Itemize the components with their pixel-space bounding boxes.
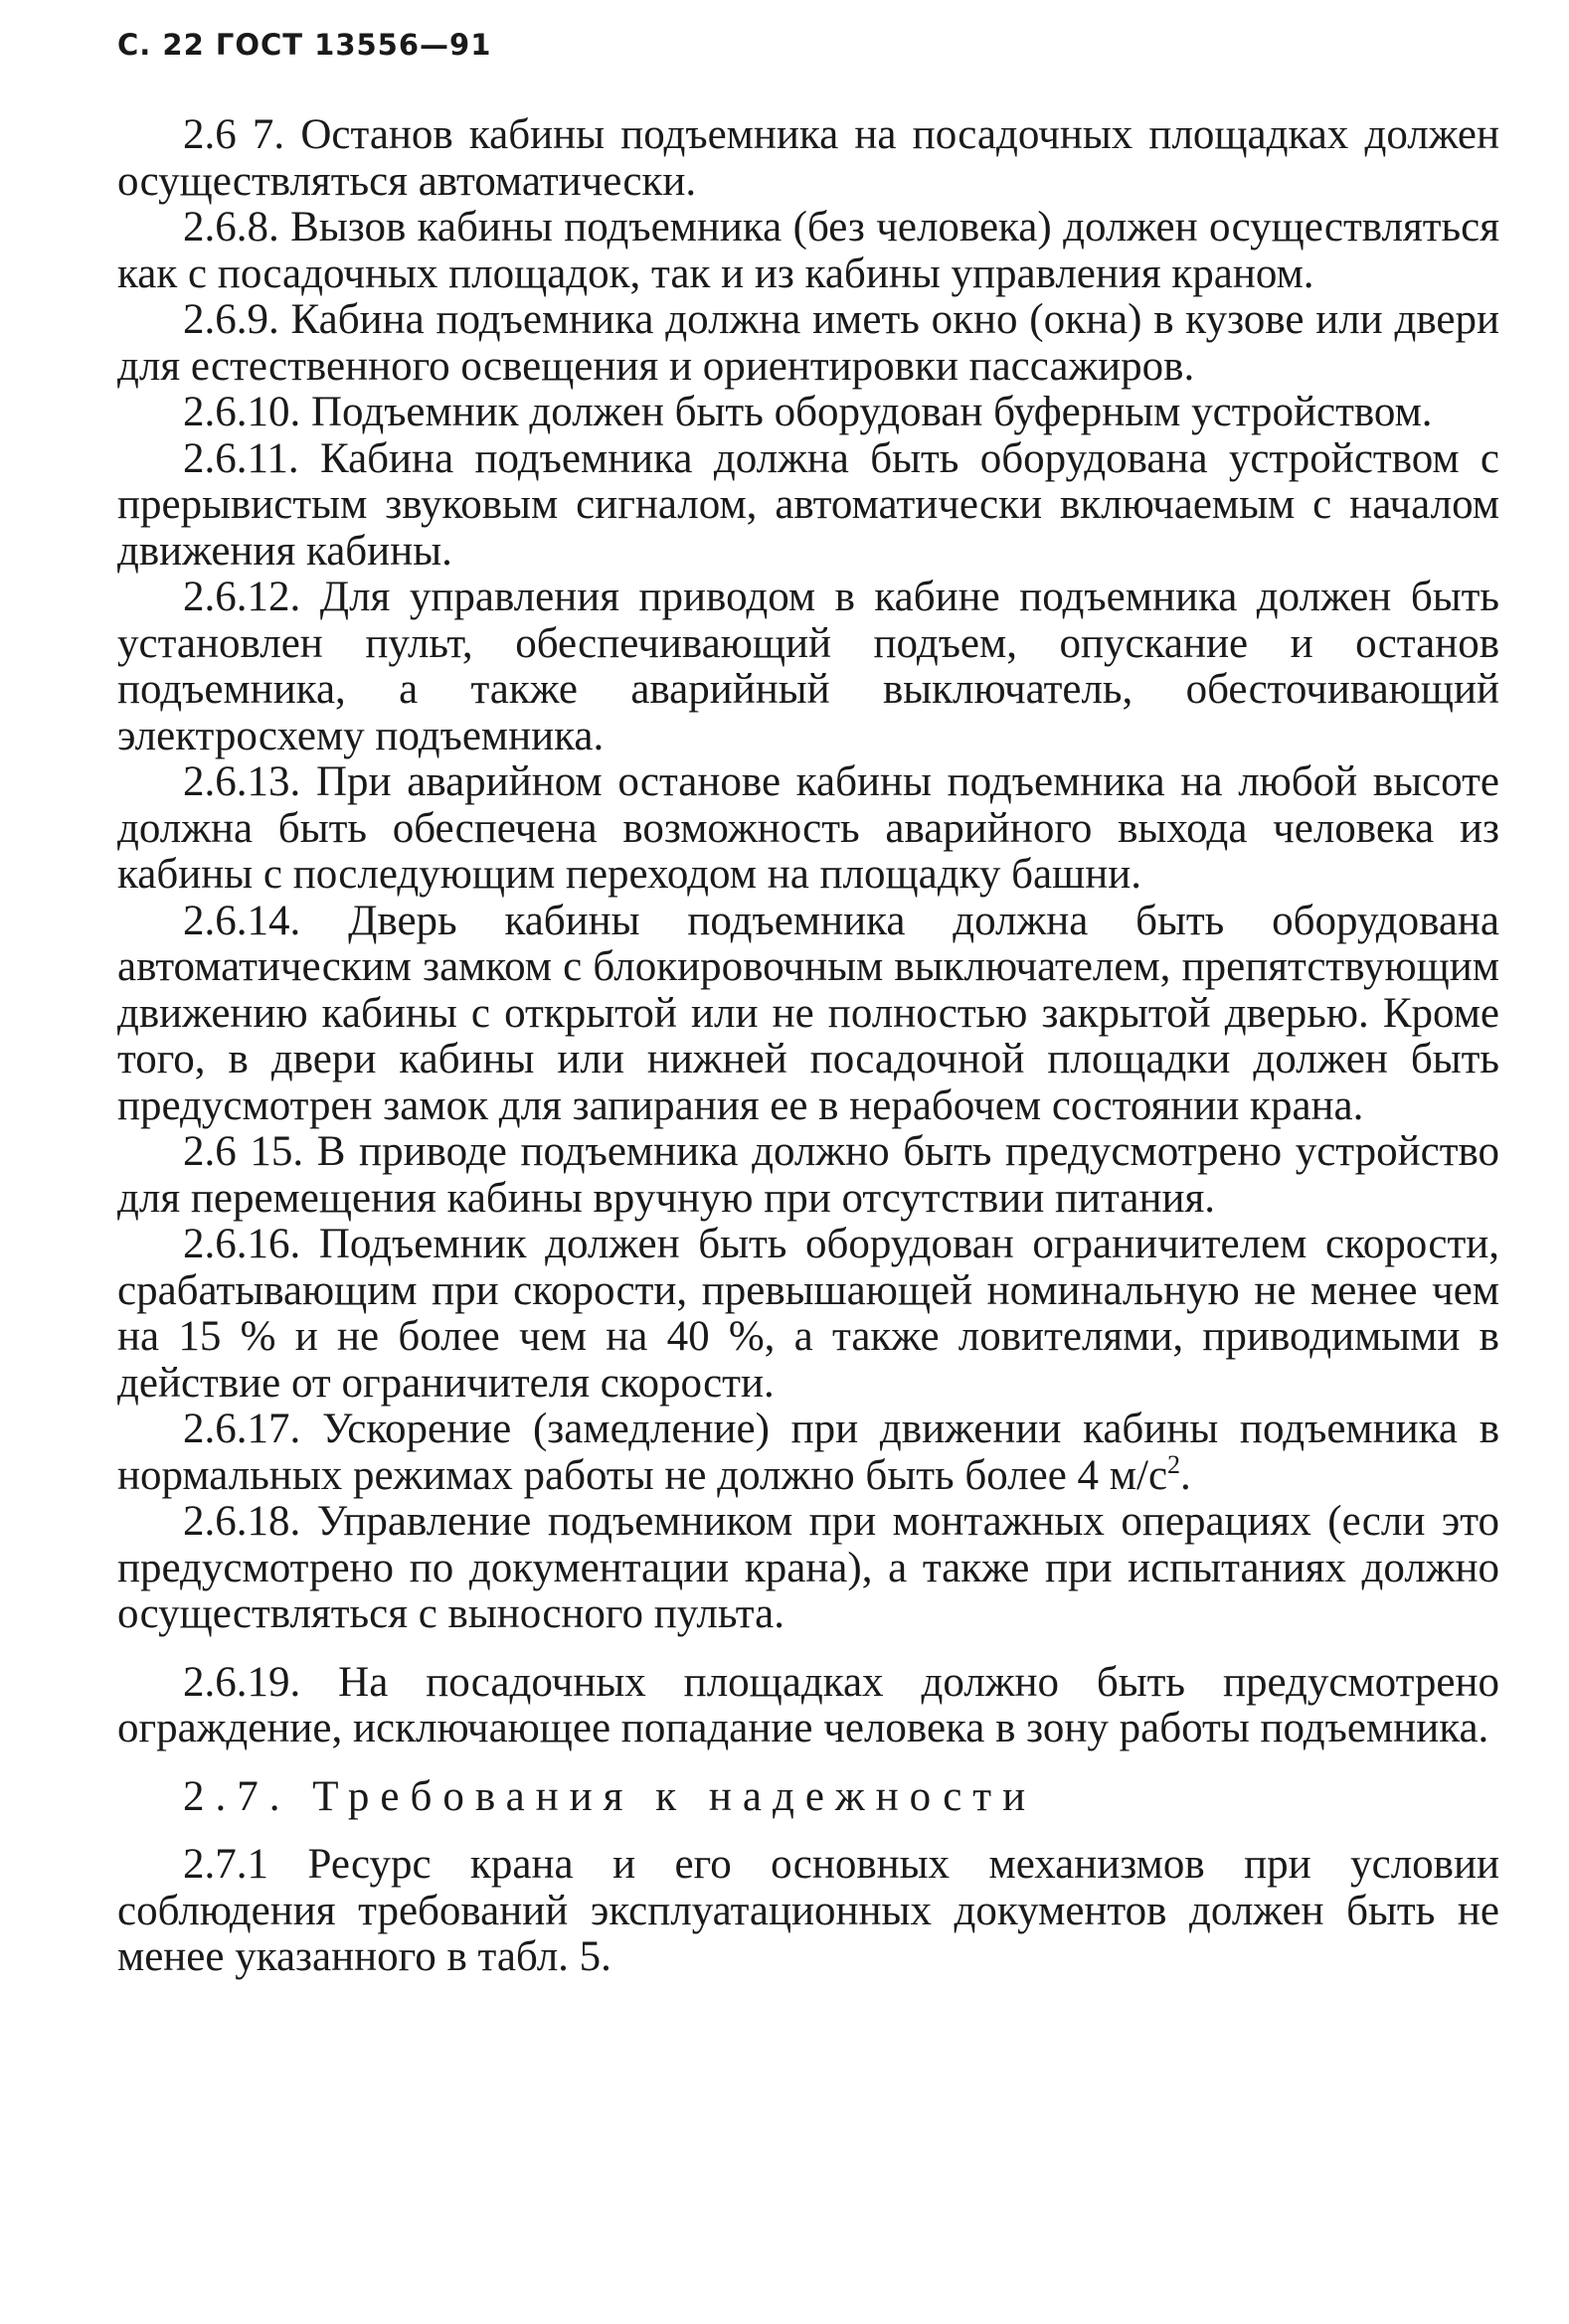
document-body [117, 112, 1499, 1981]
paragraph-2-6-19: 2.6.19. На посадочных площадках должно быть предусмотрено ограждение, исключающее попадание человека в зону работы подъемника. [117, 1658, 1499, 1751]
paragraph-2-6-15: 2.6 15. В приводе подъемника должно быть предусмотрено устройство для перемещения кабины вручную при отсутствии питания. [117, 1128, 1499, 1222]
paragraph-2-6-17-end: . [1180, 1451, 1191, 1499]
paragraph-2-6-16: 2.6.16. Подъемник должен быть оборудован ограничителем скорости, срабатывающим при скорости, превышающей номинальную не менее чем на 15 % и не более чем на 40 %, а также ловителями, приводимыми в действие от ограничителя скорости. [117, 1221, 1499, 1407]
paragraph-2-6-9: 2.6.9. Кабина подъемника должна иметь окно (окна) в кузове или двери для естественного освещения и ориентировки пассажиров. [117, 296, 1499, 390]
paragraph-2-6-7: 2.6 7. Останов кабины подъемника на посадочных площадках должен осуществляться автоматически. [117, 111, 1499, 205]
paragraph-2-6-8: 2.6.8. Вызов кабины подъемника (без человека) должен осуществляться как с посадочных площадок, так и из кабины управления краном. [117, 204, 1499, 297]
paragraph-2-6-12: 2.6.12. Для управления приводом в кабине подъемника должен быть установлен пульт, обеспечивающий подъем, опускание и останов подъемника, а также аварийный выключатель, обесточивающий электросхему подъемника. [117, 574, 1499, 759]
paragraph-2-6-17 [117, 1407, 1499, 1499]
paragraph-2-6-13: 2.6.13. При аварийном останове кабины подъемника на любой высоте должна быть обеспечена возможность аварийного выхода человека из кабины с последующим переходом на площадку башни. [117, 758, 1499, 898]
paragraph-2-6-10: 2.6.10. Подъемник должен быть оборудован буферным устройством. [183, 389, 1433, 435]
paragraph-2-7-1: 2.7.1 Ресурс крана и его основных механизмов при условии соблюдения требований эксплуатационных документов должен быть не менее указанного в табл. 5. [117, 1841, 1499, 1980]
paragraph-2-6-11: 2.6.11. Кабина подъемника должна быть оборудована устройством с прерывистым звуковым сигналом, автоматически включаемым с началом движения кабины. [117, 434, 1499, 575]
paragraph-2-6-17-text: 2.6.17. Ускорение (замедление) при движении кабины подъемника в нормальных режимах работы не должно быть более 4 м/с [117, 1406, 1499, 1499]
paragraph-2-6-14: 2.6.14. Дверь кабины подъемника должна быть оборудована автоматическим замком с блокировочным выключателем, препятствующим движению кабины с открытой или не полностью закрытой дверью. Кроме того, в двери кабины или нижней посадочной площадки должен быть предусмотрен замок для запирания ее в нерабочем состоянии крана. [117, 897, 1499, 1129]
page-header: С. 22 ГОСТ 13556—91 [117, 28, 492, 62]
paragraph-2-6-18: 2.6.18. Управление подъемником при монтажных операциях (если это предусмотрено по документации крана), а также при испытаниях должно осуществляться с выносного пульта. [117, 1498, 1499, 1637]
section-heading-2-7: 2.7. Требования к надежности [183, 1772, 1037, 1820]
superscript-2: 2 [1167, 1449, 1181, 1479]
